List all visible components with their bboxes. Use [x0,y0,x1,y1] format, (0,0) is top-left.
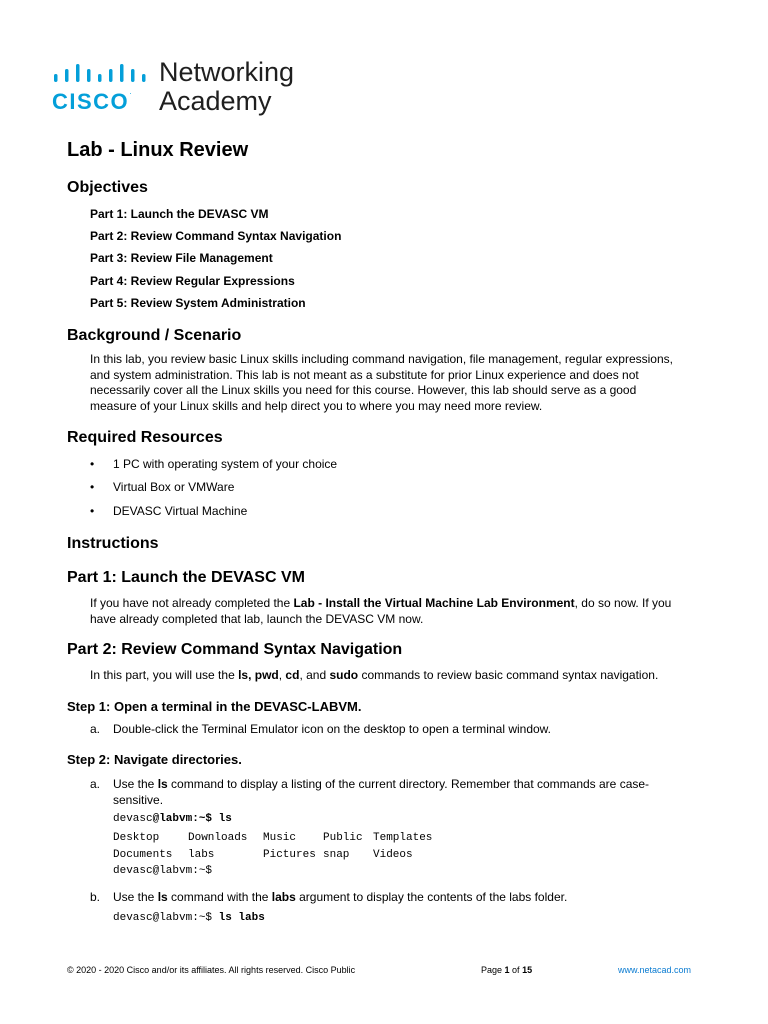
listing-row: Desktop Downloads Music Public Templates [113,832,433,844]
objective-item: Part 1: Launch the DEVASC VM [90,207,269,221]
objective-item: Part 5: Review System Administration [90,296,306,310]
logo-line-2: Academy [159,86,272,116]
lab-reference: Lab - Install the Virtual Machine Lab Environment [293,596,575,610]
terminal-listing [113,830,453,864]
terminal-command: devasc@labvm:~$ ls [113,813,232,825]
instructions-heading: Instructions [67,535,159,552]
networking-academy-text [159,58,294,116]
bullet-icon: • [90,480,95,494]
part1-heading: Part 1: Launch the DEVASC VM [67,569,305,586]
background-line: measure of your Linux skills and help direct you to where you may need more review. [90,398,543,413]
part2-heading: Part 2: Review Command Syntax Navigation [67,641,403,658]
footer-page-number: Page 1 of 15 [481,965,533,975]
logo-line-1: Networking [159,57,295,87]
objective-item: Part 2: Review Command Syntax Navigation [90,229,342,243]
background-line: necessarily cover all the Linux skills you need for this course. However, this lab should serve as a good [90,383,637,397]
footer-copyright: © 2020 - 2020 Cisco and/or its affiliates. All rights reserved. Cisco Public [67,965,356,975]
objectives-heading: Objectives [67,179,148,196]
footer-url-link[interactable]: www.netacad.com [618,965,692,975]
listing-row: Documents labs Pictures snap Videos [113,849,413,861]
document-title: Lab - Linux Review [67,139,249,161]
cisco-bars-icon [54,62,146,86]
background-line: In this lab, you review basic Linux skills including command navigation, file management, regular expressions, [90,352,673,366]
part2-intro: In this part, you will use the ls, pwd, cd, and sudo commands to review basic command syntax navigation. [90,668,659,682]
resources-heading: Required Resources [67,429,223,446]
background-heading: Background / Scenario [67,327,242,344]
cisco-logo [52,58,148,114]
objective-item: Part 3: Review File Management [90,251,273,265]
bullet-icon: • [90,504,95,518]
step1-item-a: a. Double-click the Terminal Emulator icon on the desktop to open a terminal window. [90,722,552,736]
background-line: and system administration. This lab is not meant as a substitute for prior Linux experience and does not [90,367,639,382]
background-paragraph [90,352,710,414]
step2-item-a: a. Use the ls command to display a listing of the current directory. Remember that commands are case- sensitive. [90,777,650,807]
step1-heading: Step 1: Open a terminal in the DEVASC-LABVM. [67,699,362,714]
step2-item-b: b. Use the ls command with the labs argument to display the contents of the labs folder. [90,890,568,904]
resource-item: • Virtual Box or VMWare [90,480,235,494]
objective-item: Part 4: Review Regular Expressions [90,274,295,288]
terminal-command: devasc@labvm:~$ ls labs [113,912,265,924]
cisco-wordmark: CISCO. [52,87,132,114]
step2-heading: Step 2: Navigate directories. [67,752,242,767]
resource-item: • DEVASC Virtual Machine [90,504,248,518]
resource-item: • 1 PC with operating system of your choice [90,457,338,471]
bullet-icon: • [90,457,95,471]
part1-paragraph: If you have not already completed the Lab - Install the Virtual Machine Lab Environment, do so now. If you have already completed that lab, launch the DEVASC VM now. [90,596,672,626]
terminal-prompt: devasc@labvm:~$ [113,865,213,877]
